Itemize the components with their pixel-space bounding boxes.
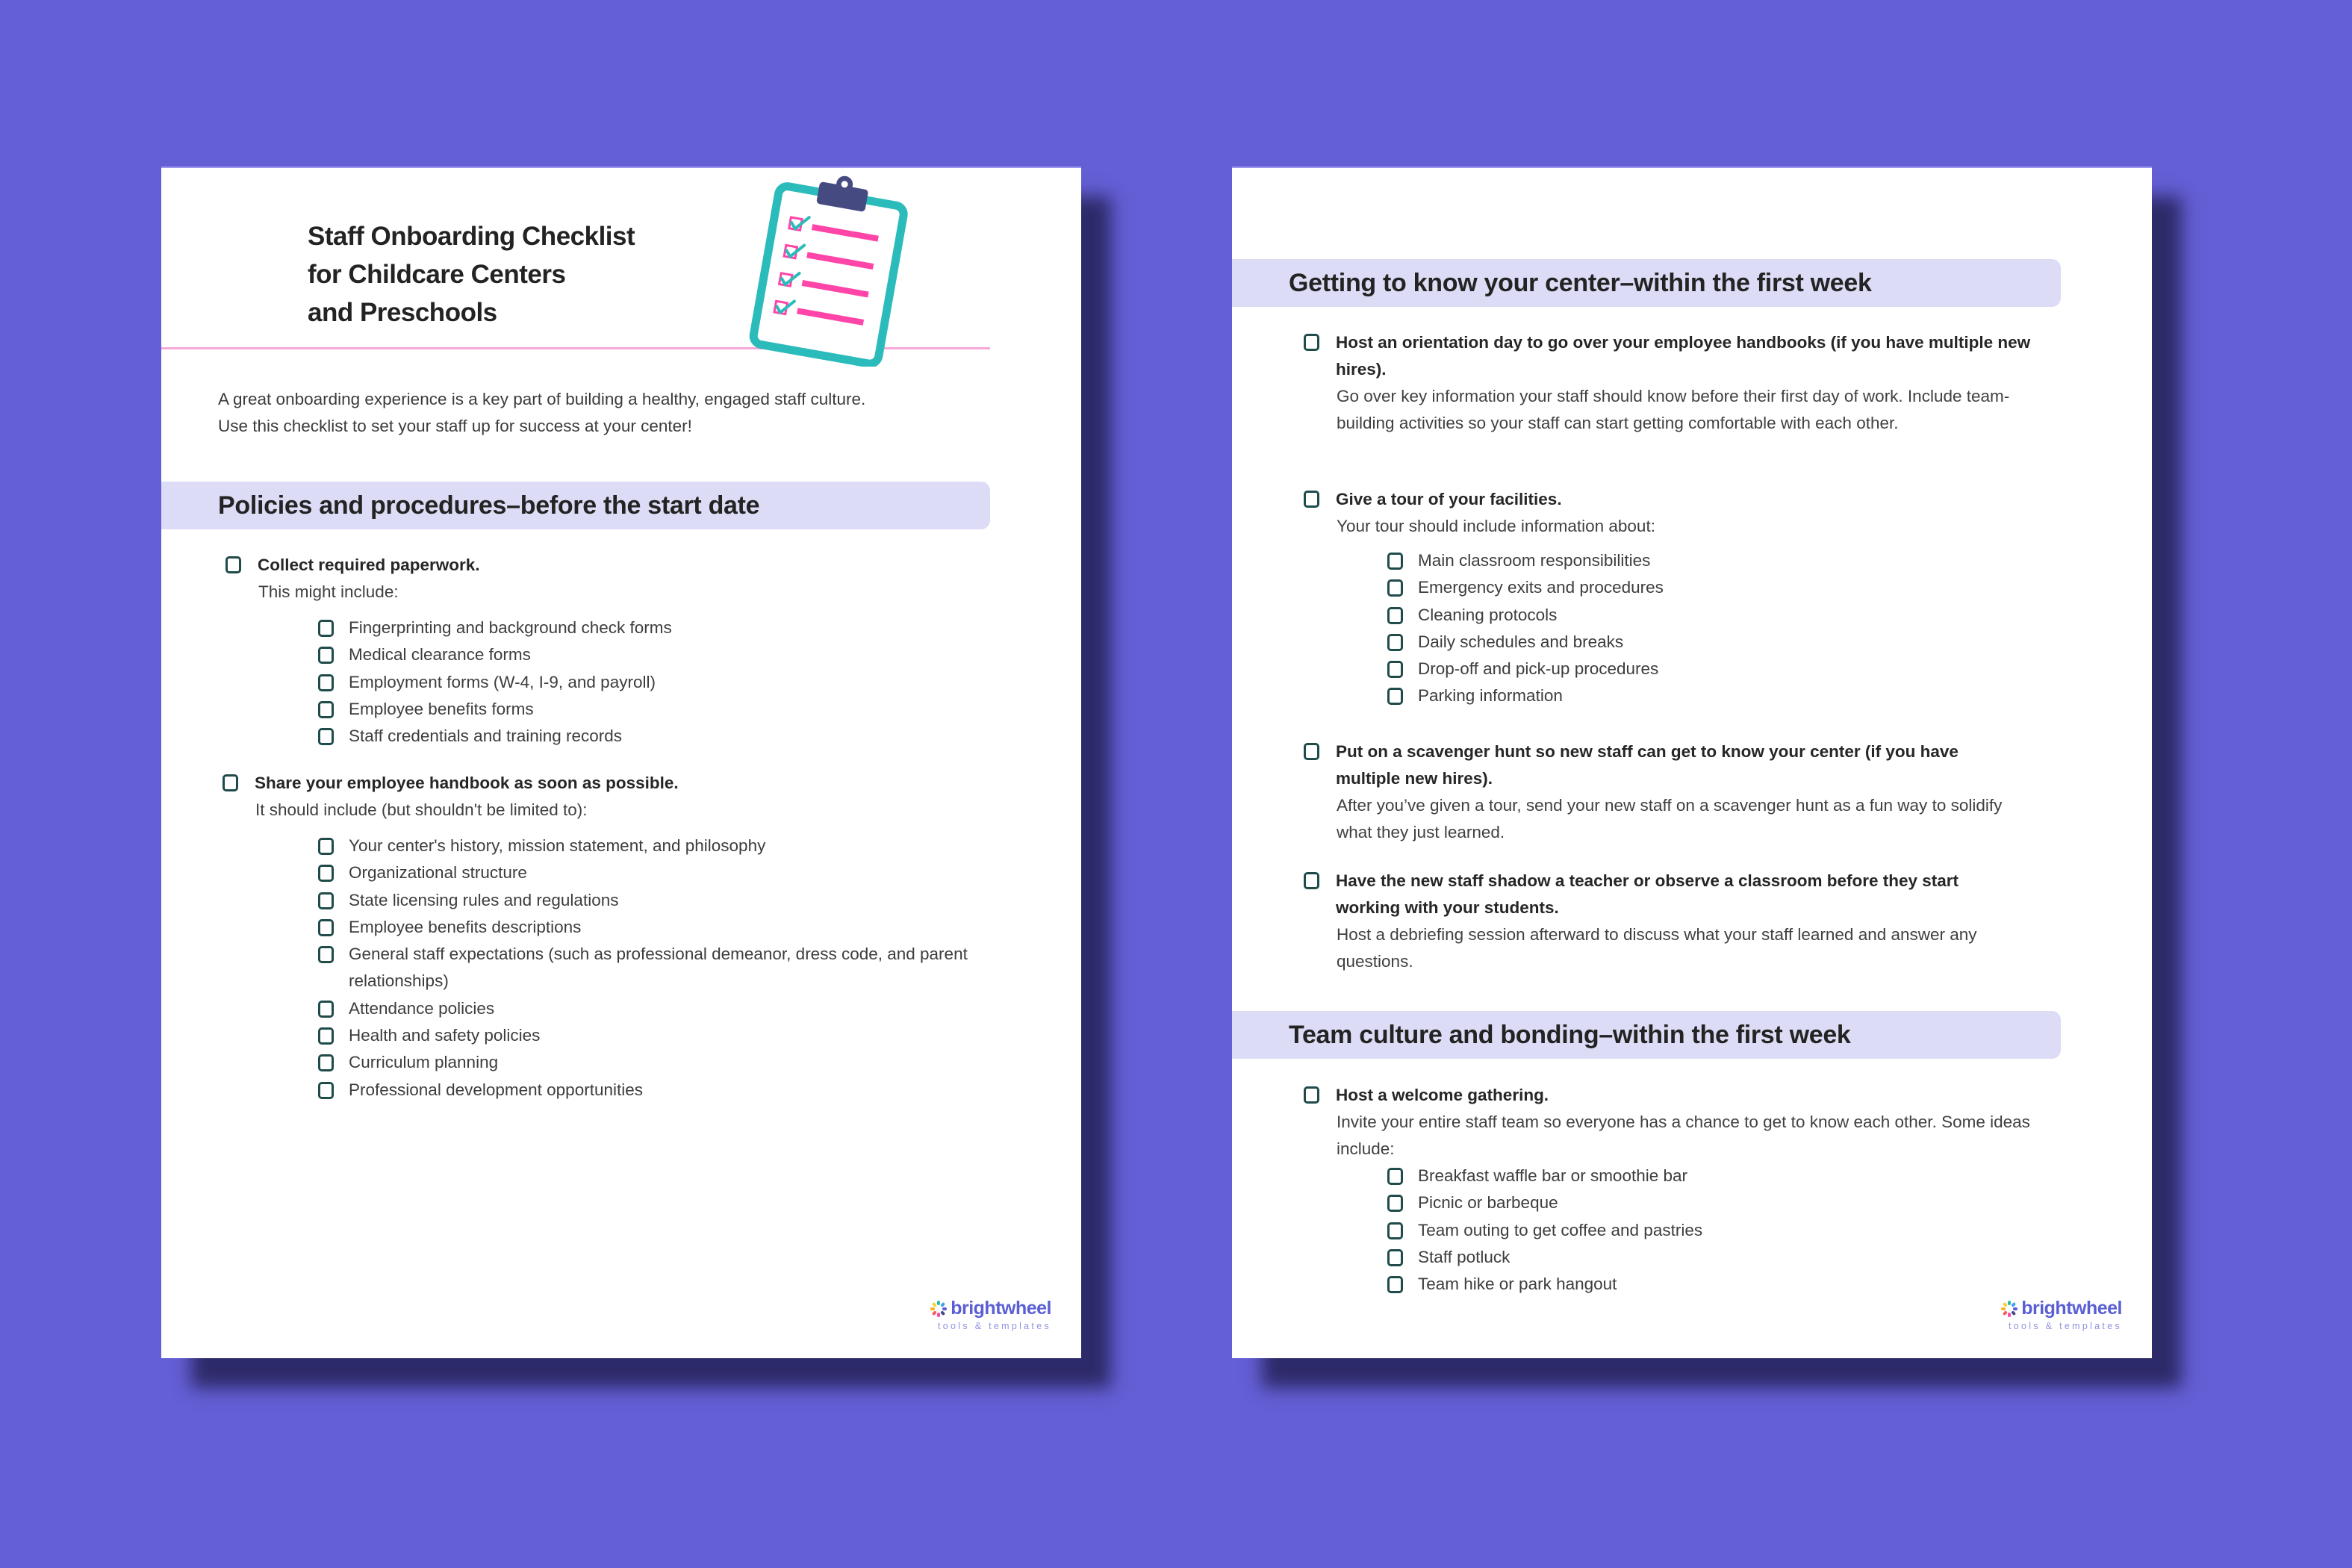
- task-scavenger-hunt: [1304, 738, 2020, 846]
- list-item: [1387, 1189, 2035, 1216]
- checkbox[interactable]: [1387, 579, 1403, 597]
- brightwheel-logo: [930, 1298, 1051, 1331]
- title-line-3: and Preschools: [308, 298, 497, 327]
- task-description: This might include:: [258, 582, 399, 601]
- task-description: Host a debriefing session afterward to discuss what your staff learned and answer any questions.: [1337, 925, 1977, 971]
- list-item: [318, 914, 975, 941]
- list-item: [1387, 629, 2050, 656]
- checkbox[interactable]: [1304, 491, 1319, 508]
- list-item: [1387, 1163, 2035, 1189]
- item-label: Medical clearance forms: [349, 645, 531, 665]
- task-share-handbook: [223, 770, 969, 1104]
- task-title: Share your employee handbook as soon as possible.: [255, 774, 679, 792]
- title-line-2: for Childcare Centers: [308, 260, 566, 289]
- section-heading-policies: [161, 482, 990, 529]
- list-item: [318, 941, 975, 995]
- item-label: Staff credentials and training records: [349, 727, 623, 746]
- list-item: [1387, 1244, 2035, 1271]
- item-label: Main classroom responsibilities: [1418, 551, 1651, 570]
- checkbox[interactable]: [1304, 334, 1319, 351]
- checkbox[interactable]: [1387, 661, 1403, 678]
- checkbox[interactable]: [1387, 553, 1403, 570]
- checkbox[interactable]: [318, 838, 334, 855]
- checkbox[interactable]: [318, 1001, 334, 1018]
- checkbox[interactable]: [1387, 1168, 1403, 1185]
- task-description: After you’ve given a tour, send your new staff on a scavenger hunt as a fun way to solidify what they just learned.: [1337, 796, 2003, 841]
- list-item: [1387, 547, 2050, 574]
- task-facility-tour: [1304, 486, 2050, 710]
- checkbox[interactable]: [318, 701, 334, 718]
- list-item: [1387, 656, 2050, 682]
- title-line-1: Staff Onboarding Checklist: [308, 222, 635, 251]
- item-label: State licensing rules and regulations: [349, 890, 619, 909]
- brightwheel-mark-icon: [2000, 1300, 2018, 1318]
- list-item: [318, 723, 972, 750]
- item-label: Employee benefits descriptions: [349, 917, 582, 936]
- item-label: Attendance policies: [349, 998, 495, 1018]
- logo-tagline: tools & templates: [938, 1321, 1051, 1331]
- checkbox[interactable]: [1387, 634, 1403, 651]
- checkbox[interactable]: [1387, 1276, 1403, 1293]
- section-title: Policies and procedures–before the start date: [218, 491, 760, 520]
- item-label: Staff potluck: [1418, 1247, 1511, 1266]
- checkbox[interactable]: [318, 1082, 334, 1099]
- checkbox[interactable]: [1387, 1222, 1403, 1239]
- brightwheel-logo: [2000, 1298, 2122, 1331]
- item-label: Cleaning protocols: [1418, 605, 1558, 624]
- checkbox[interactable]: [318, 728, 334, 745]
- checkbox[interactable]: [318, 620, 334, 637]
- list-item: [318, 641, 972, 668]
- section-heading-team-culture: [1232, 1011, 2061, 1059]
- checkbox[interactable]: [318, 1054, 334, 1071]
- checkbox[interactable]: [318, 647, 334, 664]
- checkbox[interactable]: [1387, 1195, 1403, 1212]
- list-item: [318, 1049, 975, 1076]
- sub-checklist: [1304, 547, 2050, 710]
- task-title: Give a tour of your facilities.: [1336, 490, 1562, 508]
- task-title: Collect required paperwork.: [258, 556, 480, 574]
- list-item: [318, 669, 972, 696]
- checklist-page-1: [161, 167, 1081, 1358]
- checkbox[interactable]: [318, 674, 334, 691]
- sub-checklist: [1304, 1163, 2035, 1298]
- checkbox[interactable]: [318, 865, 334, 882]
- document-title: [308, 217, 635, 332]
- item-label: Picnic or barbeque: [1418, 1193, 1558, 1213]
- section-title: Team culture and bonding–within the first week: [1289, 1020, 1851, 1049]
- task-orientation-day: [1304, 329, 2050, 437]
- list-item: [318, 615, 972, 641]
- checklist-page-2: [1232, 167, 2152, 1358]
- task-collect-paperwork: [225, 552, 972, 750]
- item-label: Professional development opportunities: [349, 1080, 643, 1099]
- task-title: Host a welcome gathering.: [1336, 1086, 1549, 1104]
- logo-tagline: tools & templates: [2009, 1321, 2122, 1331]
- checkbox[interactable]: [1304, 1086, 1319, 1104]
- list-item: [318, 1077, 975, 1104]
- list-item: [1387, 602, 2050, 629]
- checkbox[interactable]: [318, 946, 334, 963]
- checkbox[interactable]: [1387, 688, 1403, 705]
- task-shadow-teacher: [1304, 868, 2020, 975]
- task-description: Go over key information your staff should know before their first day of work. Include team-building activities so your staff can start getting comfortable with each other.: [1337, 387, 2010, 432]
- checkbox[interactable]: [1387, 1249, 1403, 1266]
- section-heading-getting-to-know: [1232, 259, 2061, 307]
- list-item: [318, 859, 975, 886]
- list-item: [318, 887, 975, 914]
- section-title: Getting to know your center–within the first week: [1289, 268, 1872, 297]
- task-description: Your tour should include information about:: [1337, 517, 1655, 535]
- checkbox[interactable]: [318, 919, 334, 936]
- item-label: Fingerprinting and background check forms: [349, 618, 672, 637]
- item-label: Your center's history, mission statement, and philosophy: [349, 836, 766, 855]
- sub-checklist: [225, 615, 972, 750]
- logo-wordmark: brightwheel: [2021, 1298, 2122, 1319]
- task-description: It should include (but shouldn't be limited to):: [255, 800, 588, 819]
- logo-wordmark: brightwheel: [951, 1298, 1051, 1319]
- item-label: Drop-off and pick-up procedures: [1418, 659, 1659, 679]
- list-item: [318, 696, 972, 723]
- task-title: Host an orientation day to go over your employee handbooks (if you have multiple new hires).: [1336, 333, 2031, 379]
- item-label: Curriculum planning: [349, 1053, 499, 1072]
- item-label: Employment forms (W-4, I-9, and payroll): [349, 672, 656, 691]
- list-item: [1387, 682, 2050, 709]
- task-title: Have the new staff shadow a teacher or observe a classroom before they start working with your students.: [1336, 871, 1959, 917]
- sub-checklist: [223, 833, 975, 1104]
- list-item: [1387, 1217, 2035, 1244]
- task-welcome-gathering: [1304, 1082, 2035, 1298]
- item-label: Team hike or park hangout: [1418, 1275, 1617, 1294]
- task-title: Put on a scavenger hunt so new staff can get to know your center (if you have multiple new hires).: [1336, 742, 1959, 788]
- checkbox[interactable]: [318, 1027, 334, 1045]
- list-item: [318, 1022, 975, 1049]
- list-item: [1387, 1271, 2035, 1298]
- item-label: Breakfast waffle bar or smoothie bar: [1418, 1166, 1688, 1185]
- intro-paragraph: A great onboarding experience is a key part of building a healthy, engaged staff culture. Use this checklist to set your staff up for success at your center!: [218, 390, 866, 435]
- item-label: Health and safety policies: [349, 1026, 541, 1045]
- checkbox[interactable]: [318, 892, 334, 909]
- item-label: Parking information: [1418, 686, 1563, 706]
- clipboard-checklist-icon: [736, 172, 923, 367]
- item-label: Emergency exits and procedures: [1418, 578, 1664, 597]
- list-item: [318, 995, 975, 1022]
- checkbox[interactable]: [223, 774, 238, 791]
- list-item: [318, 833, 975, 859]
- item-label: General staff expectations (such as professional demeanor, dress code, and parent relationships): [349, 945, 968, 991]
- task-description: Invite your entire staff team so everyone has a chance to get to know each other. Some ideas include:: [1337, 1113, 2030, 1158]
- list-item: [1387, 574, 2050, 601]
- checkbox[interactable]: [1304, 872, 1319, 889]
- item-label: Team outing to get coffee and pastries: [1418, 1220, 1703, 1239]
- item-label: Daily schedules and breaks: [1418, 632, 1624, 651]
- brightwheel-mark-icon: [930, 1300, 948, 1318]
- checkbox[interactable]: [1387, 607, 1403, 624]
- item-label: Organizational structure: [349, 863, 527, 883]
- item-label: Employee benefits forms: [349, 699, 534, 718]
- checkbox[interactable]: [1304, 743, 1319, 760]
- checkbox[interactable]: [225, 556, 241, 573]
